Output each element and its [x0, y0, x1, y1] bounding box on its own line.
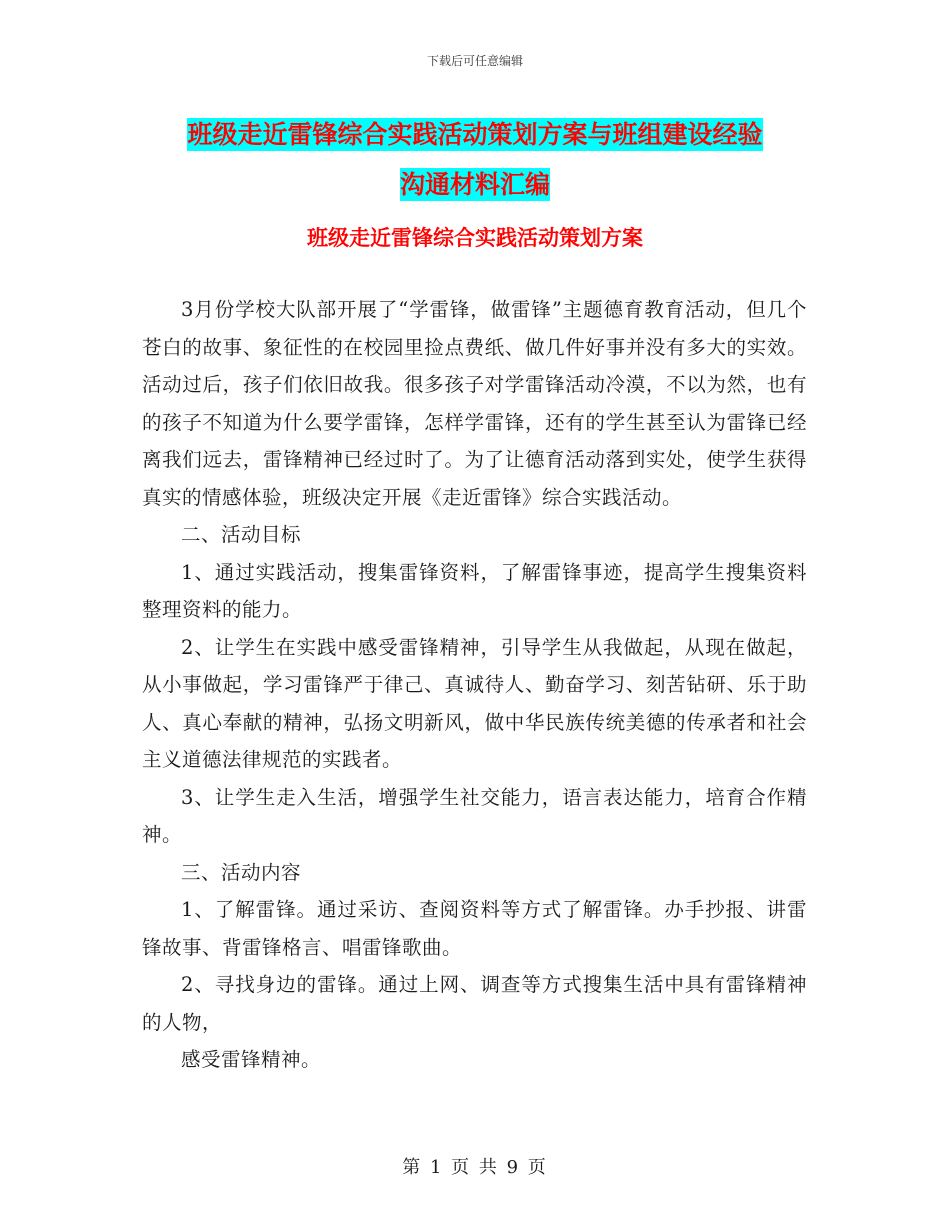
paragraph-goal-1: 1、通过实践活动，搜集雷锋资料，了解雷锋事迹，提高学生搜集资料整理资料的能力。 [142, 560, 807, 621]
section-title: 班级走近雷锋综合实践活动策划方案 [307, 226, 643, 250]
header-note: 下载后可任意编辑 [426, 54, 523, 68]
paragraph-goal-2: 2、让学生在实践中感受雷锋精神，引导学生从我做起，从现在做起，从小事做起，学习雷锋严于律己、真诚待人、勤奋学习、刻苦钻研、乐于助人、真心奉献的精神，弘扬文明新风，做中华民族传统美德的传承者和社会主义道德法律规范的实践者。 [142, 635, 807, 771]
heading-activity-content: 三、活动内容 [181, 860, 302, 884]
paragraph-content-2-continued: 感受雷锋精神。 [181, 1048, 322, 1071]
heading-activity-goals: 二、活动目标 [181, 523, 302, 546]
paragraph-goal-3: 3、让学生走入生活，增强学生社交能力，语言表达能力，培育合作精神。 [142, 785, 807, 846]
paragraph-content-1: 1、了解雷锋。通过采访、查阅资料等方式了解雷锋。办手抄报、讲雷锋故事、背雷锋格言、唱雷锋歌曲。 [142, 898, 807, 959]
page-footer: 第 1 页 共 9 页 [402, 1157, 548, 1178]
document-title-line-2: 沟通材料汇编 [399, 170, 550, 199]
paragraph-background: 3月份学校大队部开展了“学雷锋，做雷锋”主题德育教育活动，但几个苍白的故事、象征性的在校园里捡点费纸、做几件好事并没有多大的实效。活动过后，孩子们依旧故我。很多孩子对学雷锋活动冷漠，不以为然，也有的孩子不知道为什么要学雷锋，怎样学雷锋，还有的学生甚至认为雷锋已经离我们远去，雷锋精神已经过时了。为了让德育活动落到实处，使学生获得真实的情感体验，班级决定开展《走近雷锋》综合实践活动。 [142, 298, 807, 509]
paragraph-content-2: 2、寻找身边的雷锋。通过上网、调查等方式搜集生活中具有雷锋精神的人物， [142, 973, 807, 1034]
document-title-line-1: 班级走近雷锋综合实践活动策划方案与班组建设经验 [187, 120, 763, 149]
document-title [140, 110, 810, 210]
document-body [142, 291, 807, 1079]
